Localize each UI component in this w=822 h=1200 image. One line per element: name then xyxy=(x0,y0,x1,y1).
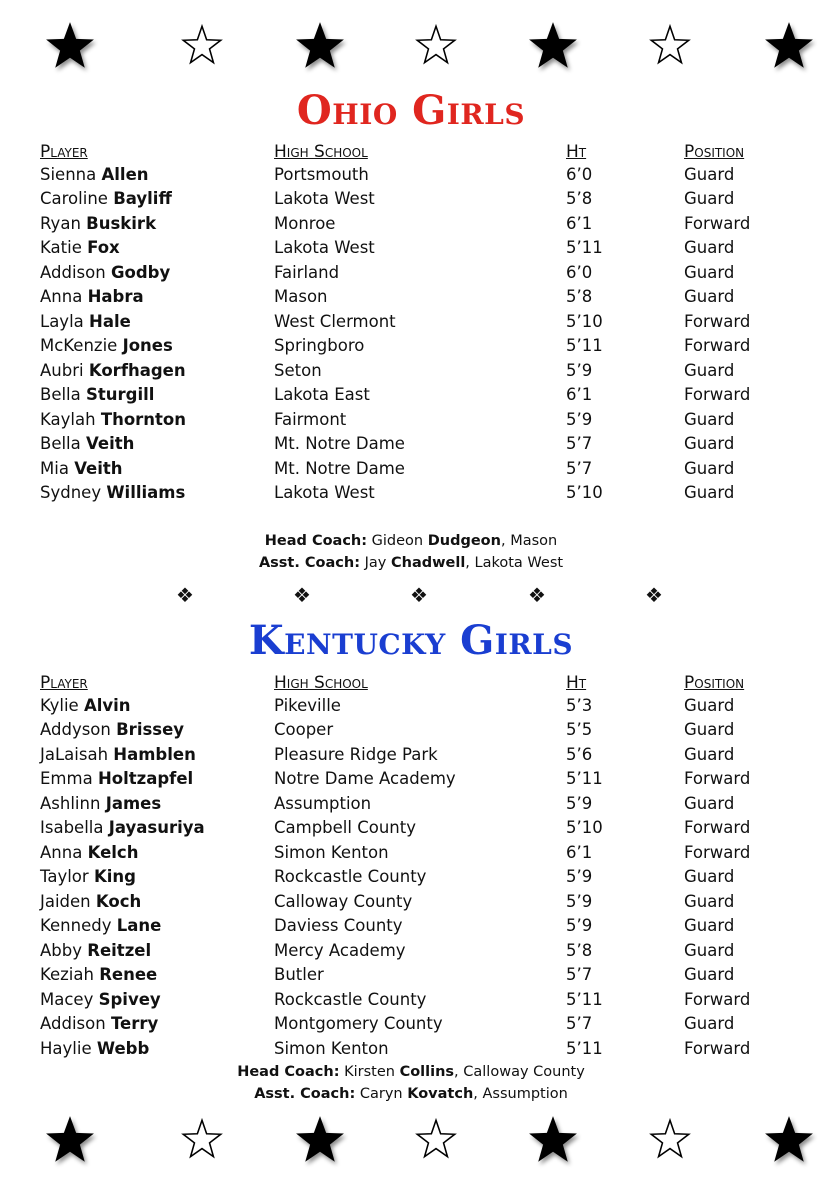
position-cell: Guard xyxy=(684,238,735,258)
position-cell: Guard xyxy=(684,458,735,478)
player-last-name: Habra xyxy=(87,287,144,307)
high-school-cell: Lakota West xyxy=(274,238,375,258)
high-school-cell: Mercy Academy xyxy=(274,940,406,960)
high-school-cell: Springboro xyxy=(274,336,365,356)
player-first-name: Caroline xyxy=(40,189,108,209)
table-row xyxy=(40,358,800,383)
high-school-cell: Pleasure Ridge Park xyxy=(274,744,438,764)
high-school-cell: Lakota East xyxy=(274,385,370,405)
head-coach-first-name: Gideon xyxy=(371,533,424,549)
head-coach-first-name: Kirsten xyxy=(344,1064,395,1080)
player-name-cell xyxy=(40,693,274,718)
diamond-ornament-icon: ❖ xyxy=(410,583,428,607)
player-first-name: Taylor xyxy=(40,867,89,887)
table-row xyxy=(40,889,800,914)
player-first-name: Addison xyxy=(40,262,106,282)
height-cell: 5’8 xyxy=(566,287,593,307)
player-last-name: Holtzapfel xyxy=(97,769,194,789)
high-school-cell: Lakota West xyxy=(274,483,375,503)
kentucky-coaches xyxy=(0,1061,822,1105)
bottom-star-row xyxy=(0,1114,822,1174)
player-first-name: Kylie xyxy=(40,695,79,715)
table-row xyxy=(40,1012,800,1037)
asst-coach-last-name: Kovatch xyxy=(407,1086,474,1102)
asst-coach-last-name: Chadwell xyxy=(390,555,466,571)
table-row xyxy=(40,162,800,187)
player-first-name: Anna xyxy=(40,842,83,862)
player-last-name: Alvin xyxy=(83,695,131,715)
player-last-name: Korfhagen xyxy=(88,360,186,380)
table-row xyxy=(40,432,800,457)
high-school-cell: Portsmouth xyxy=(274,164,369,184)
height-cell: 6’0 xyxy=(566,164,593,184)
high-school-cell: Mt. Notre Dame xyxy=(274,434,405,454)
high-school-cell: Lakota West xyxy=(274,189,375,209)
high-school-cell: Campbell County xyxy=(274,818,416,838)
player-first-name: Keziah xyxy=(40,965,94,985)
height-cell: 5’11 xyxy=(566,1038,603,1058)
height-cell: 5’5 xyxy=(566,720,593,740)
height-cell: 5’8 xyxy=(566,940,593,960)
diamond-ornament-icon: ❖ xyxy=(645,583,663,607)
table-row xyxy=(40,791,800,816)
table-row xyxy=(40,963,800,988)
ohio-header-row xyxy=(40,140,800,162)
high-school-cell: Assumption xyxy=(274,793,372,813)
position-cell: Guard xyxy=(684,891,735,911)
position-cell: Guard xyxy=(684,940,735,960)
table-row xyxy=(40,260,800,285)
high-school-cell: Mt. Notre Dame xyxy=(274,458,405,478)
player-last-name: Godby xyxy=(110,262,171,282)
player-name-cell xyxy=(40,309,274,334)
diamond-ornament-icon: ❖ xyxy=(293,583,311,607)
position-cell: Guard xyxy=(684,483,735,503)
table-row xyxy=(40,840,800,865)
position-cell: Forward xyxy=(684,385,751,405)
high-school-cell: Notre Dame Academy xyxy=(274,769,456,789)
high-school-cell: Simon Kenton xyxy=(274,842,389,862)
table-row xyxy=(40,481,800,506)
height-cell: 5’10 xyxy=(566,818,603,838)
ohio-head-coach xyxy=(0,530,822,552)
player-name-cell xyxy=(40,334,274,359)
player-last-name: Reitzel xyxy=(87,940,152,960)
filled-star-icon xyxy=(44,1114,96,1166)
head-coach-label: Head Coach: xyxy=(237,1064,340,1080)
head-coach-last-name: Dudgeon xyxy=(427,533,501,549)
filled-star-icon xyxy=(44,20,96,72)
table-row xyxy=(40,693,800,718)
player-name-cell xyxy=(40,358,274,383)
ohio-roster-table xyxy=(40,140,800,505)
high-school-cell: Pikeville xyxy=(274,695,341,715)
high-school-cell: Monroe xyxy=(274,213,336,233)
high-school-cell: Rockcastle County xyxy=(274,989,427,1009)
player-name-cell xyxy=(40,162,274,187)
player-first-name: Sienna xyxy=(40,164,97,184)
high-school-cell: Mason xyxy=(274,287,328,307)
height-cell: 6’1 xyxy=(566,842,593,862)
table-row xyxy=(40,1036,800,1061)
player-last-name: Lane xyxy=(116,916,162,936)
filled-star-icon xyxy=(527,1114,579,1166)
height-cell: 5’6 xyxy=(566,744,593,764)
player-first-name: JaLaisah xyxy=(40,744,109,764)
player-last-name: Veith xyxy=(74,458,123,478)
high-school-cell: Seton xyxy=(274,360,322,380)
column-header-height: Ht xyxy=(566,673,587,693)
player-last-name: Veith xyxy=(86,434,135,454)
height-cell: 5’7 xyxy=(566,965,593,985)
player-first-name: Emma xyxy=(40,769,93,789)
height-cell: 5’7 xyxy=(566,434,593,454)
player-first-name: Haylie xyxy=(40,1038,92,1058)
kentucky-asst-coach xyxy=(0,1083,822,1105)
position-cell: Forward xyxy=(684,1038,751,1058)
position-cell: Guard xyxy=(684,695,735,715)
asst-coach-school: , Assumption xyxy=(473,1086,568,1102)
height-cell: 5’7 xyxy=(566,458,593,478)
player-first-name: Sydney xyxy=(40,483,102,503)
player-last-name: Bayliff xyxy=(113,189,172,209)
player-first-name: Addyson xyxy=(40,720,111,740)
player-name-cell xyxy=(40,407,274,432)
player-name-cell xyxy=(40,456,274,481)
high-school-cell: Montgomery County xyxy=(274,1014,443,1034)
height-cell: 5’9 xyxy=(566,891,593,911)
player-name-cell xyxy=(40,481,274,506)
height-cell: 5’3 xyxy=(566,695,593,715)
high-school-cell: West Clermont xyxy=(274,311,396,331)
height-cell: 6’0 xyxy=(566,262,593,282)
player-last-name: Jones xyxy=(122,336,173,356)
table-row xyxy=(40,211,800,236)
player-last-name: Sturgill xyxy=(86,385,155,405)
position-cell: Guard xyxy=(684,409,735,429)
table-row xyxy=(40,767,800,792)
table-row xyxy=(40,187,800,212)
player-last-name: King xyxy=(93,867,136,887)
player-first-name: Anna xyxy=(40,287,83,307)
player-first-name: McKenzie xyxy=(40,336,118,356)
player-last-name: Allen xyxy=(101,164,149,184)
high-school-cell: Fairland xyxy=(274,262,340,282)
high-school-cell: Calloway County xyxy=(274,891,413,911)
player-first-name: Ryan xyxy=(40,213,81,233)
player-last-name: Renee xyxy=(99,965,158,985)
diamond-ornament-icon: ❖ xyxy=(528,583,546,607)
player-first-name: Katie xyxy=(40,238,82,258)
player-last-name: Spivey xyxy=(98,989,161,1009)
player-name-cell xyxy=(40,211,274,236)
height-cell: 5’8 xyxy=(566,189,593,209)
asst-coach-label: Asst. Coach: xyxy=(258,555,361,571)
player-first-name: Abby xyxy=(40,940,82,960)
player-last-name: Jayasuriya xyxy=(108,818,205,838)
section-divider xyxy=(0,583,822,607)
table-row xyxy=(40,456,800,481)
high-school-cell: Rockcastle County xyxy=(274,867,427,887)
height-cell: 5’9 xyxy=(566,409,593,429)
height-cell: 5’11 xyxy=(566,989,603,1009)
position-cell: Forward xyxy=(684,769,751,789)
filled-star-icon xyxy=(763,1114,815,1166)
table-row xyxy=(40,914,800,939)
height-cell: 5’11 xyxy=(566,238,603,258)
position-cell: Guard xyxy=(684,1014,735,1034)
table-row xyxy=(40,742,800,767)
player-name-cell xyxy=(40,816,274,841)
player-last-name: Hale xyxy=(89,311,131,331)
player-name-cell xyxy=(40,236,274,261)
high-school-cell: Fairmont xyxy=(274,409,347,429)
player-last-name: James xyxy=(105,793,162,813)
player-first-name: Jaiden xyxy=(40,891,91,911)
player-first-name: Bella xyxy=(40,434,81,454)
player-first-name: Mia xyxy=(40,458,69,478)
height-cell: 5’9 xyxy=(566,793,593,813)
player-last-name: Koch xyxy=(95,891,142,911)
player-name-cell xyxy=(40,718,274,743)
table-row xyxy=(40,407,800,432)
table-row xyxy=(40,865,800,890)
position-cell: Forward xyxy=(684,213,751,233)
height-cell: 5’10 xyxy=(566,311,603,331)
position-cell: Guard xyxy=(684,744,735,764)
kentucky-header-row xyxy=(40,671,800,693)
player-name-cell xyxy=(40,963,274,988)
column-header-high-school: High School xyxy=(274,142,368,162)
asst-coach-school: , Lakota West xyxy=(465,555,564,571)
asst-coach-first-name: Jay xyxy=(364,555,387,571)
player-name-cell xyxy=(40,742,274,767)
head-coach-last-name: Collins xyxy=(399,1064,455,1080)
player-first-name: Macey xyxy=(40,989,94,1009)
table-row xyxy=(40,383,800,408)
position-cell: Forward xyxy=(684,336,751,356)
height-cell: 5’9 xyxy=(566,360,593,380)
player-name-cell xyxy=(40,938,274,963)
kentucky-title: Kentucky Girls xyxy=(248,617,574,664)
player-last-name: Williams xyxy=(106,483,186,503)
outline-star-icon xyxy=(176,1114,228,1166)
high-school-cell: Butler xyxy=(274,965,324,985)
position-cell: Guard xyxy=(684,916,735,936)
high-school-cell: Simon Kenton xyxy=(274,1038,389,1058)
player-last-name: Terry xyxy=(110,1014,159,1034)
position-cell: Guard xyxy=(684,287,735,307)
position-cell: Forward xyxy=(684,311,751,331)
table-row xyxy=(40,816,800,841)
ohio-asst-coach xyxy=(0,552,822,574)
position-cell: Forward xyxy=(684,842,751,862)
table-row xyxy=(40,285,800,310)
position-cell: Guard xyxy=(684,965,735,985)
player-name-cell xyxy=(40,987,274,1012)
column-header-position: Position xyxy=(684,142,745,162)
filled-star-icon xyxy=(294,1114,346,1166)
filled-star-icon xyxy=(763,20,815,72)
column-header-height: Ht xyxy=(566,142,587,162)
outline-star-icon xyxy=(644,1114,696,1166)
outline-star-icon xyxy=(410,20,462,72)
kentucky-roster-table xyxy=(40,671,800,1061)
filled-star-icon xyxy=(294,20,346,72)
height-cell: 5’9 xyxy=(566,867,593,887)
height-cell: 5’11 xyxy=(566,769,603,789)
player-last-name: Fox xyxy=(87,238,120,258)
player-first-name: Addison xyxy=(40,1014,106,1034)
player-name-cell xyxy=(40,914,274,939)
player-name-cell xyxy=(40,889,274,914)
position-cell: Guard xyxy=(684,434,735,454)
table-row xyxy=(40,236,800,261)
column-header-player: Player xyxy=(40,142,88,162)
player-last-name: Hamblen xyxy=(113,744,196,764)
head-coach-label: Head Coach: xyxy=(264,533,368,549)
table-row xyxy=(40,309,800,334)
player-last-name: Kelch xyxy=(87,842,139,862)
column-header-position: Position xyxy=(684,673,745,693)
player-first-name: Layla xyxy=(40,311,84,331)
height-cell: 5’10 xyxy=(566,483,603,503)
player-name-cell xyxy=(40,1012,274,1037)
player-first-name: Bella xyxy=(40,385,81,405)
table-row xyxy=(40,938,800,963)
height-cell: 6’1 xyxy=(566,213,593,233)
column-header-player: Player xyxy=(40,673,88,693)
player-name-cell xyxy=(40,285,274,310)
height-cell: 5’11 xyxy=(566,336,603,356)
outline-star-icon xyxy=(176,20,228,72)
position-cell: Forward xyxy=(684,818,751,838)
diamond-ornament-icon: ❖ xyxy=(176,583,194,607)
player-name-cell xyxy=(40,432,274,457)
filled-star-icon xyxy=(527,20,579,72)
player-name-cell xyxy=(40,1036,274,1061)
ohio-title: Ohio Girls xyxy=(296,87,526,134)
head-coach-school: , Calloway County xyxy=(454,1064,585,1080)
position-cell: Guard xyxy=(684,360,735,380)
outline-star-icon xyxy=(644,20,696,72)
height-cell: 5’9 xyxy=(566,916,593,936)
outline-star-icon xyxy=(410,1114,462,1166)
player-name-cell xyxy=(40,791,274,816)
player-name-cell xyxy=(40,260,274,285)
player-name-cell xyxy=(40,865,274,890)
kentucky-roster-body xyxy=(40,693,800,1061)
player-first-name: Isabella xyxy=(40,818,104,838)
player-first-name: Kaylah xyxy=(40,409,96,429)
position-cell: Guard xyxy=(684,189,735,209)
player-first-name: Kennedy xyxy=(40,916,112,936)
ohio-roster-body xyxy=(40,162,800,505)
position-cell: Guard xyxy=(684,867,735,887)
top-star-row xyxy=(0,20,822,80)
position-cell: Guard xyxy=(684,164,735,184)
high-school-cell: Cooper xyxy=(274,720,334,740)
player-last-name: Webb xyxy=(96,1038,150,1058)
column-header-high-school: High School xyxy=(274,673,368,693)
height-cell: 6’1 xyxy=(566,385,593,405)
player-first-name: Aubri xyxy=(40,360,84,380)
player-name-cell xyxy=(40,187,274,212)
player-last-name: Buskirk xyxy=(86,213,157,233)
player-last-name: Brissey xyxy=(116,720,185,740)
ohio-coaches xyxy=(0,530,822,574)
position-cell: Forward xyxy=(684,989,751,1009)
player-last-name: Thornton xyxy=(100,409,187,429)
player-first-name: Ashlinn xyxy=(40,793,101,813)
player-name-cell xyxy=(40,767,274,792)
asst-coach-first-name: Caryn xyxy=(359,1086,403,1102)
table-row xyxy=(40,334,800,359)
table-row xyxy=(40,987,800,1012)
table-row xyxy=(40,718,800,743)
kentucky-head-coach xyxy=(0,1061,822,1083)
high-school-cell: Daviess County xyxy=(274,916,403,936)
player-name-cell xyxy=(40,840,274,865)
position-cell: Guard xyxy=(684,262,735,282)
player-name-cell xyxy=(40,383,274,408)
head-coach-school: , Mason xyxy=(500,533,558,549)
height-cell: 5’7 xyxy=(566,1014,593,1034)
position-cell: Guard xyxy=(684,793,735,813)
position-cell: Guard xyxy=(684,720,735,740)
asst-coach-label: Asst. Coach: xyxy=(254,1086,356,1102)
